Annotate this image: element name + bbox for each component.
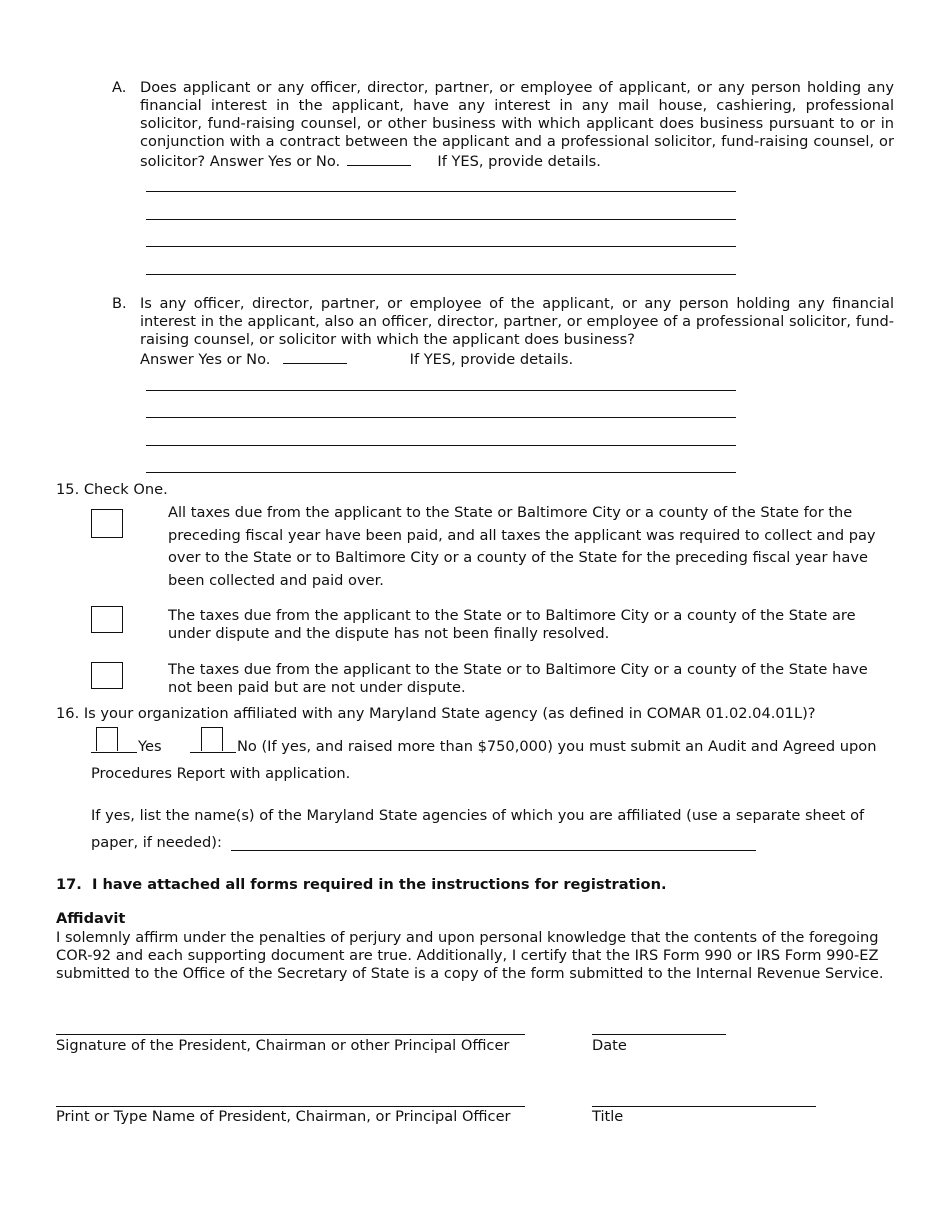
question-b-details-prompt: If YES, provide details.	[409, 351, 574, 368]
signature-label: Signature of the President, Chairman or other Principal Officer	[56, 1037, 510, 1054]
question-a-details-prompt: If YES, provide details.	[437, 153, 601, 170]
question-16-text: 16. Is your organization affiliated with any Maryland State agency (as defined in COMAR 01.02.04.01L)?	[56, 705, 816, 722]
question-b-detail-line-3[interactable]	[146, 445, 736, 446]
affiliated-no-underline	[190, 752, 236, 753]
question-a-text	[140, 79, 894, 171]
affiliated-no-checkbox[interactable]	[201, 727, 223, 751]
affidavit-heading: Affidavit	[56, 910, 126, 927]
question-a-detail-line-3[interactable]	[146, 246, 736, 247]
signature-line[interactable]	[56, 1034, 525, 1035]
affidavit-text: I solemnly affirm under the penalties of perjury and upon personal knowledge that the contents of the foregoing COR-92 and each supporting document are true. Additionally, I certify that the IRS Form 990 or IRS Form 990-EZ submitted to the Office of the Secretary of State is a copy of the form submitted to the Internal Revenue Service.	[56, 929, 884, 982]
printed-name-label: Print or Type Name of President, Chairman, or Principal Officer	[56, 1108, 511, 1125]
question-15-heading: 15. Check One.	[56, 481, 168, 498]
date-label: Date	[592, 1037, 627, 1054]
question-b-detail-line-2[interactable]	[146, 417, 736, 418]
question-17-text: 17. I have attached all forms required in the instructions for registration.	[56, 876, 667, 893]
agency-list-field[interactable]	[231, 833, 756, 851]
question-b-detail-line-4[interactable]	[146, 472, 736, 473]
affiliated-no-label: No (If yes, and raised more than $750,000) you must submit an Audit and Agreed upon	[237, 738, 877, 755]
affiliated-no-label-cont: Procedures Report with application.	[91, 765, 351, 782]
question-a-detail-line-2[interactable]	[146, 219, 736, 220]
tax-option-1-text: All taxes due from the applicant to the State or Baltimore City or a county of the State for the preceding fiscal year have been paid, and all taxes the applicant was required to collect and pay over to the State or to Baltimore City or a county of the State for the preceding fiscal year have been collected and paid over.	[168, 504, 876, 590]
affiliated-yes-label: Yes	[138, 738, 162, 755]
tax-option-1-checkbox[interactable]	[91, 509, 123, 538]
affiliated-yes-underline	[91, 752, 137, 753]
date-line[interactable]	[592, 1034, 726, 1035]
title-label: Title	[592, 1108, 624, 1125]
tax-option-3-text: The taxes due from the applicant to the State or to Baltimore City or a county of the State have not been paid but are not under dispute.	[168, 661, 868, 696]
affiliated-yes-checkbox[interactable]	[96, 727, 118, 751]
tax-option-3-checkbox[interactable]	[91, 662, 123, 689]
tax-option-2-checkbox[interactable]	[91, 606, 123, 633]
printed-name-line[interactable]	[56, 1106, 525, 1107]
question-b-text: Is any officer, director, partner, or employee of the applicant, or any person holding any financial interest in the applicant, also an officer, director, partner, or employee of a professional solicitor, fund-raising counsel, or solicitor with which the applicant does business?	[140, 295, 894, 348]
question-a-detail-line-1[interactable]	[146, 191, 736, 192]
question-b-detail-line-1[interactable]	[146, 390, 736, 391]
title-line[interactable]	[592, 1106, 816, 1107]
question-a-letter: A.	[112, 79, 127, 96]
question-a-body: Does applicant or any officer, director, partner, or employee of applicant, or any person holding any financial interest in the applicant, have any interest in any mail house, cashiering, professional solicitor, fund-raising counsel, or other business with which applicant does business pursuant to or in conjunction with a contract between the applicant and a professional solicitor, fund-raising counsel, or solicitor? Answer Yes or No.	[140, 79, 894, 170]
question-a-detail-line-4[interactable]	[146, 274, 736, 275]
tax-option-2-text: The taxes due from the applicant to the State or to Baltimore City or a county of the State are under dispute and the dispute has not been finally resolved.	[168, 607, 856, 642]
question-b-answer-row	[140, 349, 573, 368]
agency-list-prompt: If yes, list the name(s) of the Maryland State agencies of which you are affiliated (use a separate sheet of	[91, 807, 865, 824]
question-b-answer-prompt: Answer Yes or No.	[140, 351, 271, 368]
question-b-letter: B.	[112, 295, 127, 312]
question-b-answer-field[interactable]	[283, 349, 347, 364]
question-a-answer-field[interactable]	[347, 151, 411, 166]
agency-list-prompt-cont: paper, if needed):	[91, 834, 222, 851]
